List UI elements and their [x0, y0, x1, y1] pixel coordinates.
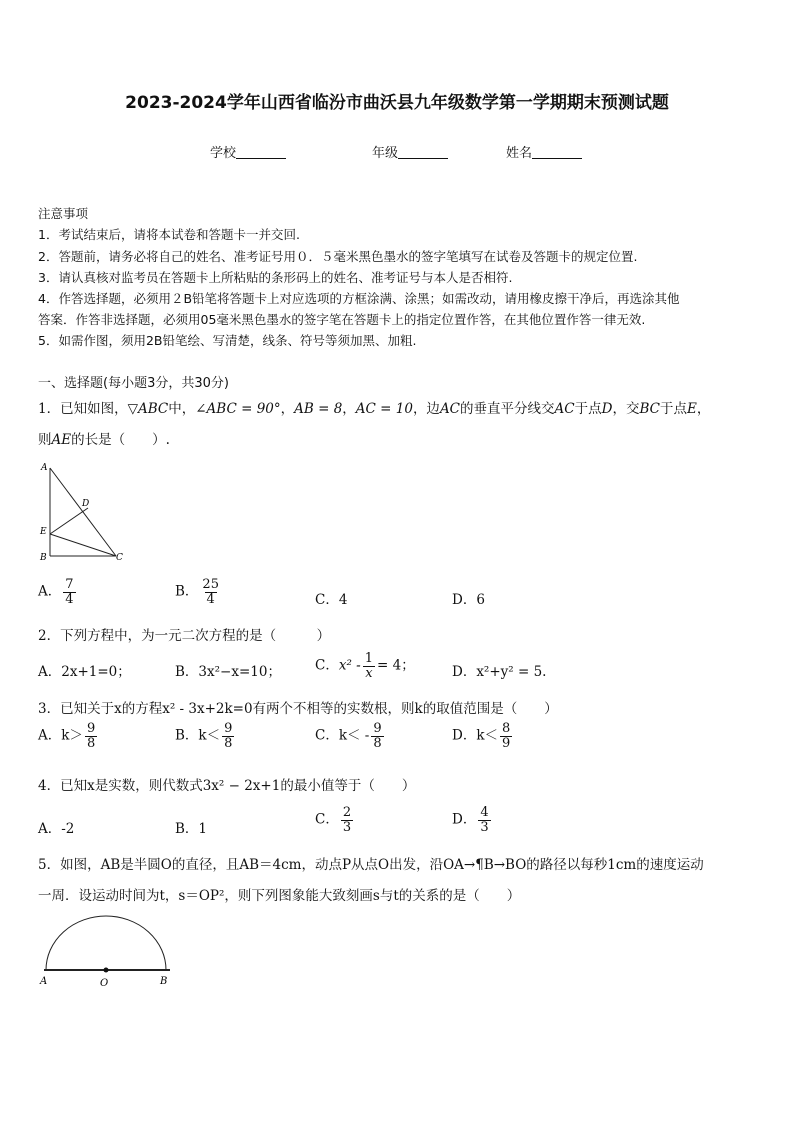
denominator: 4 [65, 591, 74, 607]
q1-text: ， [342, 401, 356, 417]
q1-option-d[interactable] [452, 588, 485, 608]
option-label: B． [175, 583, 199, 600]
option-label: C． [315, 592, 339, 608]
q1-text: 1．已知如图， [38, 401, 128, 417]
note-item: 2．答题前，请务必将自己的姓名、准考证号用０．５毫米黑色墨水的签字笔填写在试卷及答题卡的规定位置. [38, 249, 638, 264]
note-item: 答案．作答非选择题，必须用05毫米黑色墨水的签字笔在答题卡上的指定位置作答，在其他位置作答一律无效. [38, 312, 646, 327]
q2-option-b[interactable]: B．3x²−x=10； [175, 664, 281, 680]
q4-option-d[interactable] [452, 806, 493, 834]
q1-condition-angle: ∠ABC = 90° [195, 401, 281, 417]
numerator: 2 [342, 805, 352, 820]
q1-text: 中， [168, 401, 196, 417]
q2-option-d[interactable]: D．x²+y² = 5. [452, 664, 547, 680]
numerator: 7 [65, 577, 74, 592]
q1-text: ， [696, 401, 711, 417]
q1-option-c[interactable] [315, 588, 347, 608]
numerator: 8 [502, 721, 511, 736]
q1-text: 于点 [659, 401, 687, 417]
fraction [341, 806, 353, 834]
name-field [506, 142, 582, 161]
denominator: 3 [480, 819, 489, 835]
label-b: B [40, 553, 47, 563]
q2-stem: 2．下列方程中，为一元二次方程的是（ ） [38, 628, 331, 644]
grade-field [372, 142, 448, 161]
q2-option-c[interactable] [315, 652, 415, 680]
fraction [478, 806, 490, 834]
q3-option-a[interactable] [38, 722, 99, 750]
expression: = 4； [377, 657, 415, 674]
denominator: 8 [373, 735, 382, 751]
notes-heading: 注意事项 [38, 206, 89, 221]
segment-ec [50, 534, 116, 556]
option-label: D． [452, 592, 477, 608]
q1-line1 [38, 397, 710, 417]
note-item: 1．考试结束后，请将本试卷和答题卡一并交回. [38, 227, 300, 242]
note-item: 4．作答选择题，必须用２B铅笔将答题卡上对应选项的方框涂满、涂黑；如需改动，请用橡皮擦干净后，再选涂其他 [38, 291, 680, 306]
q1-text: ，交 [612, 401, 640, 417]
numerator: 25 [202, 577, 219, 592]
note-item: 5．如需作图，须用2B铅笔绘、写清楚，线条、符号等须加黑、加粗. [38, 333, 417, 348]
q1-text: 的垂直平分线交 [460, 401, 555, 417]
q1-line2 [38, 428, 170, 448]
school-field [210, 142, 286, 161]
q3-option-b[interactable] [175, 722, 236, 750]
expression: x² - [338, 657, 361, 674]
school-label: 学校 [210, 146, 237, 161]
option-label: C． [315, 811, 339, 828]
note-item: 3．请认真核对监考员在答题卡上所粘贴的条形码上的姓名、准考证号与本人是否相符. [38, 270, 513, 285]
q1-text: ， [280, 401, 295, 417]
q5-semicircle-figure [36, 908, 176, 990]
q1-point-d: D [601, 401, 613, 417]
q1-condition-ac: AC = 10 [355, 401, 413, 417]
q1-segment-ac: AC [554, 401, 575, 417]
label-b: B [160, 976, 168, 987]
fraction [500, 722, 512, 750]
q3-option-c[interactable] [315, 722, 386, 750]
option-label: C．k＜ - [315, 727, 370, 744]
q1-segment-ac: AC [439, 401, 461, 417]
name-label: 姓名 [506, 146, 533, 161]
page-title: 2023-2024学年山西省临汾市曲沃县九年级数学第一学期期末预测试题 [125, 93, 669, 113]
q1-text: 的长是（ ）. [71, 432, 170, 448]
q2-option-a[interactable]: A．2x+1=0； [38, 664, 131, 680]
q1-triangle: ▽ABC [127, 401, 169, 417]
denominator: 4 [206, 591, 215, 607]
option-label: A． [38, 583, 62, 600]
q4-stem: 4．已知x是实数，则代数式3x² − 2x+1的最小值等于（ ） [38, 778, 416, 794]
q5-line1: 5．如图，AB是半圆O的直径，且AB＝4cm，动点P从点O出发，沿OA→¶B→BO的路径以每秒1cm的速度运动 [38, 857, 704, 873]
q1-triangle-figure [36, 460, 132, 568]
fraction [63, 578, 75, 606]
denominator: 9 [502, 735, 511, 751]
q4-option-c[interactable] [315, 806, 355, 834]
numerator: 4 [480, 805, 489, 820]
option-label: C． [315, 657, 339, 674]
q4-option-a[interactable]: A．-2 [38, 821, 75, 837]
option-label: D．k＜ [452, 727, 499, 744]
label-d: D [82, 499, 90, 509]
label-e: E [40, 527, 47, 537]
fraction [200, 578, 221, 606]
q4-option-b[interactable]: B．1 [175, 821, 208, 837]
denominator: x [365, 665, 373, 681]
denominator: 8 [86, 735, 96, 751]
q1-point-e: E [686, 401, 697, 417]
numerator: 9 [86, 721, 96, 736]
label-o: O [100, 978, 109, 989]
q1-option-a[interactable] [38, 578, 78, 606]
denominator: 3 [342, 819, 352, 835]
q1-text: 于点 [574, 401, 602, 417]
q1-segment-ae: AE [51, 432, 72, 448]
name-blank [532, 146, 582, 159]
denominator: 8 [224, 735, 233, 751]
fraction [222, 722, 234, 750]
option-label: A．k＞ [38, 727, 83, 744]
q1-option-b[interactable] [175, 578, 223, 606]
numerator: 1 [364, 651, 374, 666]
section-heading: 一、选择题(每小题3分，共30分) [38, 376, 229, 391]
q1-condition-ab: AB = 8 [294, 401, 343, 417]
label-a: A [40, 976, 48, 987]
center-point-o [104, 968, 109, 973]
q1-text: ，边 [412, 401, 440, 417]
label-a: A [41, 463, 48, 473]
grade-label: 年级 [372, 146, 399, 161]
option-value: 6 [476, 592, 485, 608]
numerator: 9 [224, 721, 233, 736]
q3-option-d[interactable] [452, 722, 514, 750]
fraction [85, 722, 97, 750]
fraction [371, 722, 383, 750]
numerator: 9 [373, 721, 382, 736]
semicircle-arc [46, 916, 166, 970]
q5-line2: 一周．设运动时间为t，s＝OP²，则下列图象能大致刻画s与t的关系的是（ ） [38, 888, 521, 904]
segment-ed [50, 508, 88, 534]
q1-text: 则 [38, 432, 52, 448]
school-blank [236, 146, 286, 159]
option-label: D． [452, 811, 477, 828]
fraction [363, 652, 375, 680]
label-c: C [116, 553, 123, 563]
option-label: B．k＜ [175, 727, 221, 744]
q1-segment-bc: BC [639, 401, 660, 417]
q3-stem: 3．已知关于x的方程x² - 3x+2k=0有两个不相等的实数根，则k的取值范围是（ ） [38, 701, 558, 717]
grade-blank [398, 146, 448, 159]
option-value: 4 [338, 592, 348, 608]
